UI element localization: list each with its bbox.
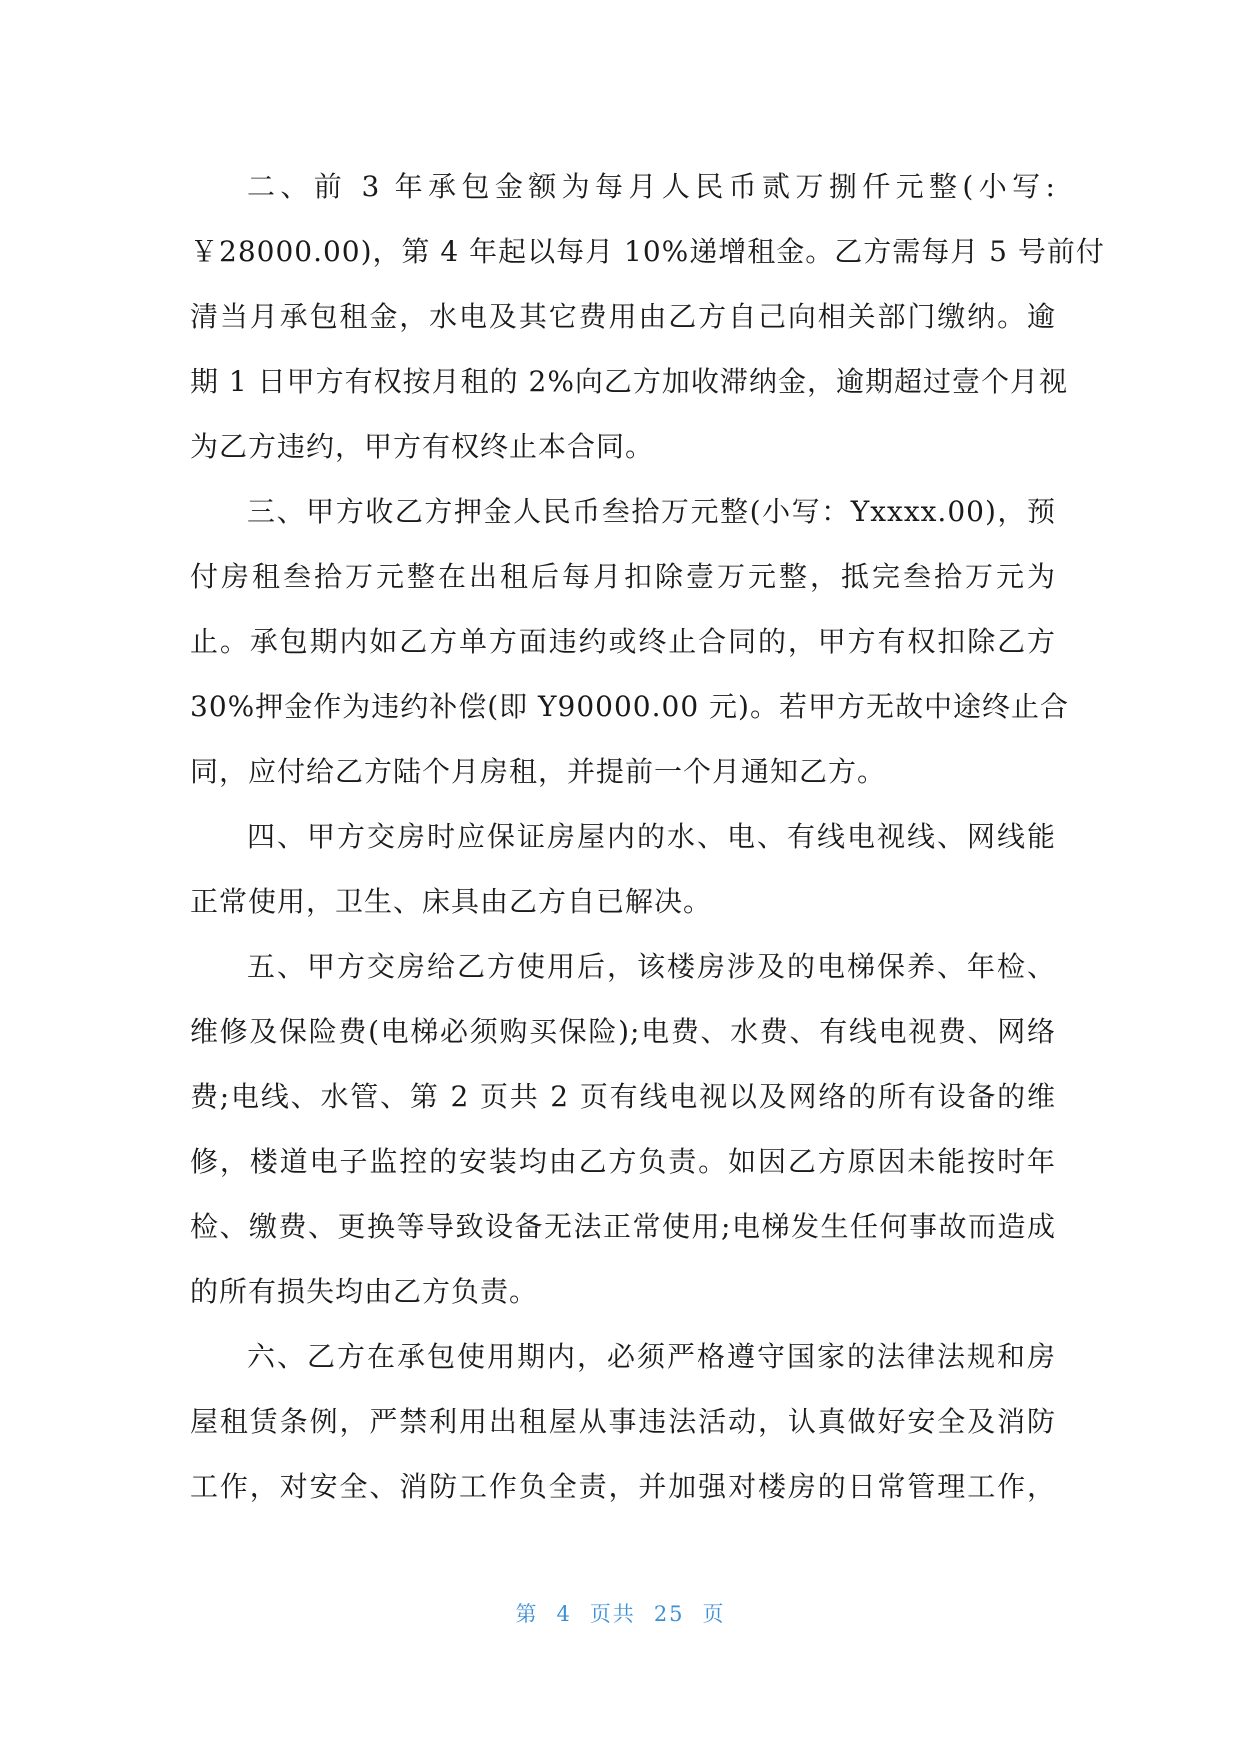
footer-total-pages: 25 [653,1602,685,1626]
paragraph-6-line-2: 屋租赁条例，严禁利用出租屋从事违法活动，认真做好安全及消防 [190,1405,1056,1438]
paragraph-5-line-5: 检、缴费、更换等导致设备无法正常使用;电梯发生任何事故而造成 [190,1210,1056,1243]
paragraph-3-line-4: 30%押金作为违约补偿(即 Y90000.00 元)。若甲方无故中途终止合 [190,690,1069,723]
paragraph-4-line-1: 四、甲方交房时应保证房屋内的水、电、有线电视线、网线能 [247,820,1056,853]
paragraph-5-line-4: 修，楼道电子监控的安装均由乙方负责。如因乙方原因未能按时年 [190,1145,1056,1178]
paragraph-2-line-1: 二、前 3 年承包金额为每月人民币贰万捌仟元整(小写: [247,170,1056,203]
footer-page-number: 4 [556,1602,572,1626]
footer-middle: 页共 [589,1602,636,1626]
paragraph-5-line-3: 费;电线、水管、第 2 页共 2 页有线电视以及网络的所有设备的维 [190,1080,1056,1113]
paragraph-4-line-2: 正常使用，卫生、床具由乙方自已解决。 [190,885,713,918]
paragraph-3-line-5: 同，应付给乙方陆个月房租，并提前一个月通知乙方。 [190,755,887,788]
paragraph-5-line-6: 的所有损失均由乙方负责。 [190,1275,539,1308]
paragraph-2-line-2: ￥28000.00)，第 4 年起以每月 10%递增租金。乙方需每月 5 号前付 [190,235,1105,268]
paragraph-5-line-1: 五、甲方交房给乙方使用后，该楼房涉及的电梯保养、年检、 [247,950,1056,983]
document-body [190,154,1105,1519]
paragraph-6-line-3: 工作，对安全、消防工作负全责，并加强对楼房的日常管理工作， [190,1470,1056,1503]
paragraph-3-line-2: 付房租叁拾万元整在出租后每月扣除壹万元整，抵完叁拾万元为 [190,560,1056,593]
paragraph-3-line-3: 止。承包期内如乙方单方面违约或终止合同的，甲方有权扣除乙方 [190,625,1056,658]
paragraph-3-line-1: 三、甲方收乙方押金人民币叁拾万元整(小写：Yxxxx.00)，预 [247,495,1056,528]
footer-prefix: 第 [515,1602,539,1626]
paragraph-2-line-4: 期 1 日甲方有权按月租的 2%向乙方加收滞纳金，逾期超过壹个月视 [190,365,1068,398]
paragraph-2-line-3: 清当月承包租金，水电及其它费用由乙方自己向相关部门缴纳。逾 [190,300,1056,333]
paragraph-5-line-2: 维修及保险费(电梯必须购买保险);电费、水费、有线电视费、网络 [190,1015,1056,1048]
footer-suffix: 页 [702,1602,726,1626]
page-footer [0,1598,1241,1628]
paragraph-2-line-5: 为乙方违约，甲方有权终止本合同。 [190,430,655,463]
paragraph-6-line-1: 六、乙方在承包使用期内，必须严格遵守国家的法律法规和房 [247,1340,1056,1373]
